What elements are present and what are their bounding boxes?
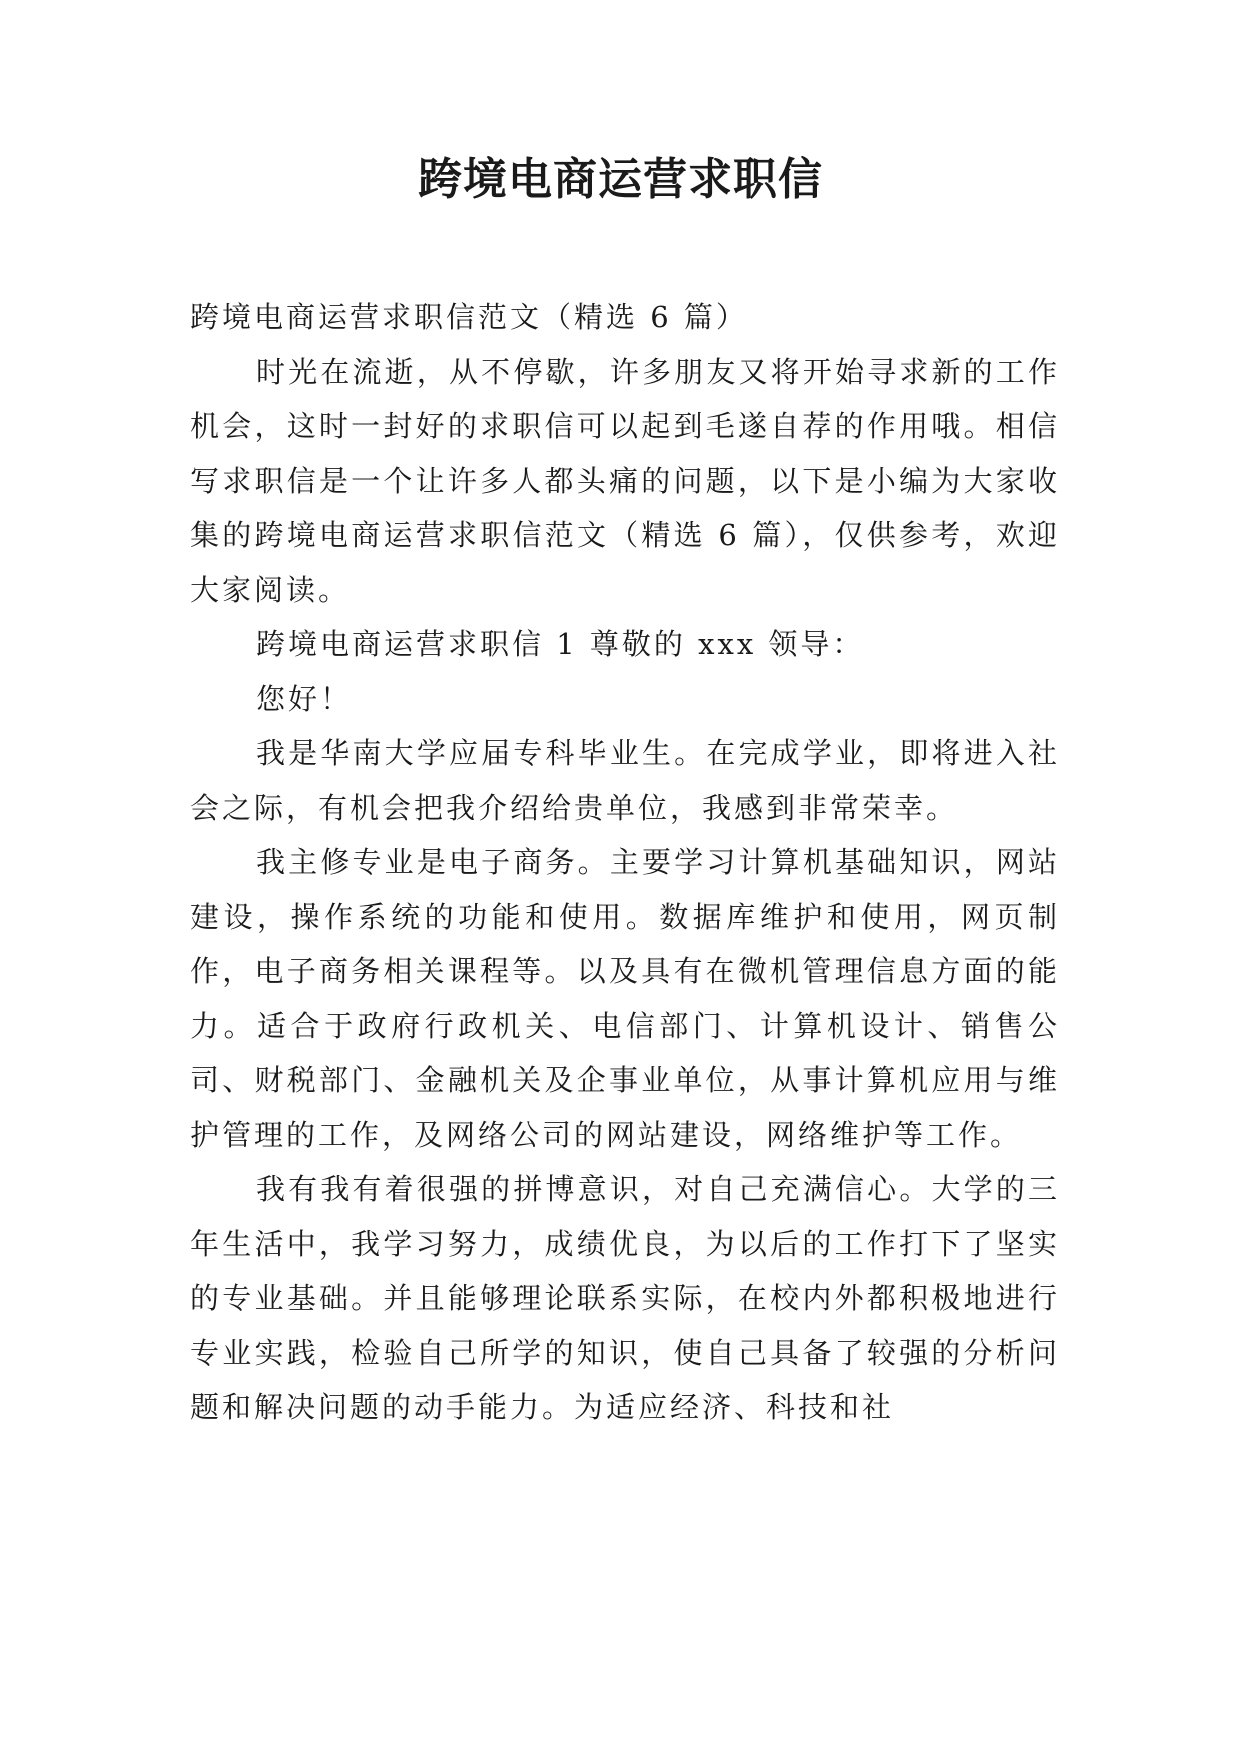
document-title: 跨境电商运营求职信 [418,154,823,205]
document-body [190,290,1060,1435]
paragraph-greeting: 您好！ [256,681,353,716]
paragraph-self-introduction: 我是华南大学应届专科毕业生。在完成学业，即将进入社会之际，有机会把我介绍给贵单位，我感到非常荣幸。 [190,736,1060,825]
paragraph-subtitle: 跨境电商运营求职信范文（精选 6 篇） [190,300,748,334]
paragraph-major: 我主修专业是电子商务。主要学习计算机基础知识，网站建设，操作系统的功能和使用。数据库维护和使用，网页制作，电子商务相关课程等。以及具有在微机管理信息方面的能力。适合于政府行政机关、电信部门、计算机设计、销售公司、财税部门、金融机关及企事业单位，从事计算机应用与维护管理的工作，及网络公司的网站建设，网络维护等工作。 [190,845,1060,1152]
paragraph-intro: 时光在流逝，从不停歇，许多朋友又将开始寻求新的工作机会，这时一封好的求职信可以起到毛遂自荐的作用哦。相信写求职信是一个让许多人都头痛的问题，以下是小编为大家收集的跨境电商运营求职信范文（精选 6 篇），仅供参考，欢迎大家阅读。 [190,354,1060,607]
paragraph-abilities: 我有我有着很强的拼博意识，对自己充满信心。大学的三年生活中，我学习努力，成绩优良，为以后的工作打下了坚实的专业基础。并且能够理论联系实际，在校内外都积极地进行专业实践，检验自己所学的知识，使自己具备了较强的分析问题和解决问题的动手能力。为适应经济、科技和社 [190,1172,1060,1424]
paragraph-salutation: 跨境电商运营求职信 1 尊敬的 xxx 领导： [256,627,865,661]
